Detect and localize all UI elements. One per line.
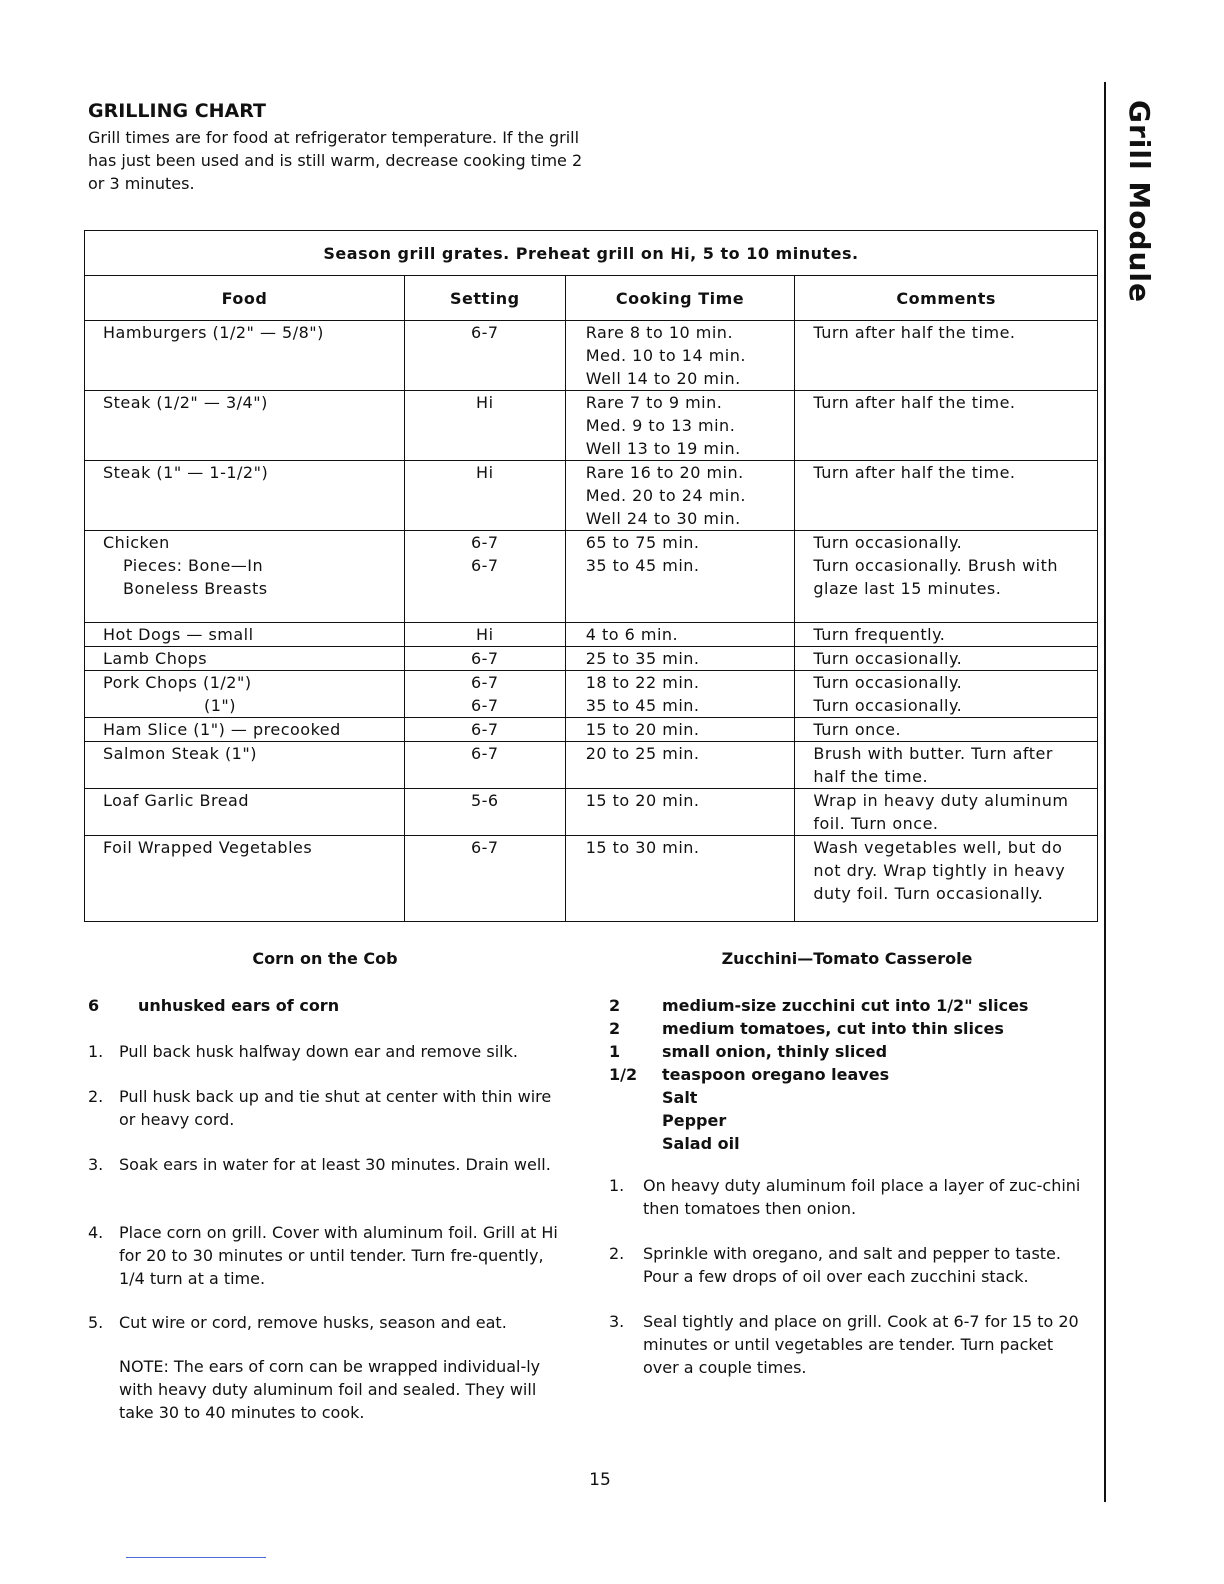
food-line: Steak (1/2" — 3/4") [103, 393, 268, 412]
food-line: Pieces: Bone—In [123, 556, 264, 575]
cell-cooking-time [565, 391, 795, 461]
cell-food [85, 836, 405, 922]
ingredient-text: small onion, thinly sliced [662, 1042, 888, 1061]
cooking-time-line: Med. 9 to 13 min. [585, 416, 736, 435]
casserole-ingredient [609, 1017, 1004, 1040]
cooking-time-line: 4 to 6 min. [585, 625, 679, 644]
cell-setting [404, 836, 565, 922]
table-row [85, 718, 1098, 742]
header-cooking-time: Cooking Time [565, 276, 795, 321]
cell-comment [795, 718, 1098, 742]
cooking-time-line: Rare 16 to 20 min. [585, 463, 744, 482]
setting-line: 6-7 [470, 696, 499, 715]
step-number: 4. [88, 1223, 104, 1242]
cell-food [85, 531, 405, 623]
corn-step [88, 1040, 568, 1063]
corn-recipe-title: Corn on the Cob [252, 949, 398, 968]
food-line: Chicken [103, 533, 170, 552]
setting-line: 6-7 [470, 673, 499, 692]
comment-line: not dry. Wrap tightly in heavy [813, 861, 1066, 880]
ingredient-qty: 2 [609, 996, 621, 1015]
cell-food [85, 391, 405, 461]
step-text: Cut wire or cord, remove husks, season and eat. [119, 1313, 507, 1332]
food-line: Steak (1" — 1-1/2") [103, 463, 269, 482]
cooking-time-line: 35 to 45 min. [585, 556, 700, 575]
setting-line: 6-7 [470, 720, 499, 739]
casserole-step [609, 1310, 1089, 1379]
cooking-time-line: Well 14 to 20 min. [585, 369, 741, 388]
ingredient-text: medium-size zucchini cut into 1/2" slices [662, 996, 1029, 1015]
food-line: Foil Wrapped Vegetables [103, 838, 313, 857]
step-text: Soak ears in water for at least 30 minutes. Drain well. [119, 1155, 551, 1174]
step-text: Pull husk back up and tie shut at center with thin wire or heavy cord. [119, 1087, 552, 1129]
cell-comment [795, 789, 1098, 836]
cell-setting [404, 647, 565, 671]
casserole-recipe-title: Zucchini—Tomato Casserole [721, 949, 973, 968]
cell-cooking-time [565, 718, 795, 742]
food-line: Lamb Chops [103, 649, 208, 668]
header-food: Food [85, 276, 405, 321]
footer-rule [126, 1557, 266, 1558]
comment-line: foil. Turn once. [813, 814, 939, 833]
corn-step [88, 1221, 568, 1290]
cell-comment [795, 836, 1098, 922]
table-row [85, 461, 1098, 531]
cell-comment [795, 742, 1098, 789]
cell-setting [404, 391, 565, 461]
food-line: Boneless Breasts [123, 579, 268, 598]
step-number: 2. [88, 1087, 104, 1106]
comment-line: Turn frequently. [813, 625, 946, 644]
cell-cooking-time [565, 461, 795, 531]
corn-ingredient-text: unhusked ears of corn [138, 996, 340, 1015]
cell-comment [795, 321, 1098, 391]
cell-food [85, 742, 405, 789]
setting-line: 6-7 [470, 649, 499, 668]
cell-setting [404, 461, 565, 531]
comment-line: Brush with butter. Turn after [813, 744, 1053, 763]
comment-line: Turn after half the time. [813, 393, 1016, 412]
step-text: Pull back husk halfway down ear and remove silk. [119, 1042, 518, 1061]
cell-food [85, 647, 405, 671]
cell-cooking-time [565, 647, 795, 671]
comment-line: Turn occasionally. [813, 673, 963, 692]
comment-line: Turn after half the time. [813, 323, 1016, 342]
cell-food [85, 623, 405, 647]
cooking-time-line: 25 to 35 min. [585, 649, 700, 668]
corn-ingredient-qty: 6 [88, 996, 100, 1015]
food-line: Ham Slice (1") — precooked [103, 720, 341, 739]
grilling-chart-table [84, 230, 1098, 922]
cooking-time-line: 35 to 45 min. [585, 696, 700, 715]
cooking-time-line: Well 13 to 19 min. [585, 439, 741, 458]
intro-paragraph: Grill times are for food at refrigerator temperature. If the grill has just been used and is still warm, decrease cooking time 2 or 3 minutes. [88, 128, 583, 193]
side-divider [1104, 82, 1106, 1502]
comment-line: glaze last 15 minutes. [813, 579, 1002, 598]
cooking-time-line: Med. 10 to 14 min. [585, 346, 746, 365]
table-banner: Season grill grates. Preheat grill on Hi, 5 to 10 minutes. [85, 231, 1098, 276]
table-row [85, 647, 1098, 671]
cooking-time-line: 20 to 25 min. [585, 744, 700, 763]
comment-line: Turn occasionally. [813, 533, 963, 552]
cell-cooking-time [565, 836, 795, 922]
cooking-time-line: 15 to 20 min. [585, 791, 700, 810]
food-line: Hot Dogs — small [103, 625, 254, 644]
page-number: 15 [589, 1470, 611, 1490]
cooking-time-line: 15 to 20 min. [585, 720, 700, 739]
cell-setting [404, 789, 565, 836]
ingredient-qty: 1 [609, 1042, 621, 1061]
food-line: Loaf Garlic Bread [103, 791, 250, 810]
setting-line: Hi [476, 463, 494, 482]
header-setting: Setting [404, 276, 565, 321]
casserole-ingredient [609, 1063, 889, 1086]
casserole-ingredient [609, 994, 1028, 1017]
casserole-ingredient [609, 1132, 740, 1155]
setting-line: 6-7 [470, 838, 499, 857]
table-row [85, 623, 1098, 647]
cell-setting [404, 623, 565, 647]
cell-comment [795, 461, 1098, 531]
setting-line: Hi [476, 393, 494, 412]
casserole-step [609, 1242, 1089, 1311]
step-number: 5. [88, 1313, 104, 1332]
comment-line: duty foil. Turn occasionally. [813, 884, 1044, 903]
cell-food [85, 671, 405, 718]
cell-cooking-time [565, 623, 795, 647]
comment-line: Turn occasionally. [813, 649, 963, 668]
comment-line: Turn once. [813, 720, 902, 739]
casserole-ingredient [609, 1086, 697, 1109]
cell-cooking-time [565, 742, 795, 789]
ingredient-text: Salad oil [662, 1134, 740, 1153]
table-row [85, 391, 1098, 461]
cell-setting [404, 321, 565, 391]
food-line: Pork Chops (1/2") [103, 673, 252, 692]
comment-line: Turn occasionally. [813, 696, 963, 715]
comment-line: Wash vegetables well, but do [813, 838, 1063, 857]
corn-step [88, 1085, 568, 1131]
casserole-ingredient [609, 1040, 887, 1063]
comment-line: Turn after half the time. [813, 463, 1016, 482]
cell-setting [404, 671, 565, 718]
comment-line: Wrap in heavy duty aluminum [813, 791, 1069, 810]
cooking-time-line: 15 to 30 min. [585, 838, 700, 857]
food-line: Hamburgers (1/2" — 5/8") [103, 323, 324, 342]
cell-setting [404, 531, 565, 623]
corn-step [88, 1311, 568, 1334]
cell-setting [404, 718, 565, 742]
step-text: On heavy duty aluminum foil place a layer of zuc-chini then tomatoes then onion. [643, 1176, 1081, 1218]
ingredient-qty: 1/2 [609, 1065, 638, 1084]
ingredient-qty: 2 [609, 1019, 621, 1038]
cooking-time-line: Well 24 to 30 min. [585, 509, 741, 528]
cell-food [85, 321, 405, 391]
step-number: 3. [88, 1155, 104, 1174]
food-line: Salmon Steak (1") [103, 744, 257, 763]
cell-comment [795, 671, 1098, 718]
table-row [85, 742, 1098, 789]
page-title: GRILLING CHART [88, 100, 266, 122]
food-line: (1") [203, 696, 237, 715]
cell-cooking-time [565, 531, 795, 623]
setting-line: 5-6 [470, 791, 499, 810]
corn-ingredient [88, 994, 339, 1017]
setting-line: 6-7 [470, 323, 499, 342]
comment-line: Turn occasionally. Brush with [813, 556, 1059, 575]
table-row [85, 321, 1098, 391]
section-tab [1112, 100, 1162, 320]
step-text: Sprinkle with oregano, and salt and pepper to taste. Pour a few drops of oil over each zucchini stack. [643, 1244, 1061, 1286]
cooking-time-line: Rare 8 to 10 min. [585, 323, 734, 342]
section-tab-label: Grill Module [1123, 100, 1156, 303]
table-row [85, 531, 1098, 623]
cooking-time-line: 18 to 22 min. [585, 673, 700, 692]
cell-food [85, 718, 405, 742]
step-text: Seal tightly and place on grill. Cook at 6-7 for 15 to 20 minutes or until vegetables are tender. Turn packet over a couple times. [643, 1312, 1079, 1377]
step-number: 1. [609, 1176, 625, 1195]
cell-cooking-time [565, 789, 795, 836]
ingredient-text: Pepper [662, 1111, 727, 1130]
casserole-ingredient [609, 1109, 726, 1132]
step-number: 2. [609, 1244, 625, 1263]
ingredient-text: Salt [662, 1088, 698, 1107]
cooking-time-line: Med. 20 to 24 min. [585, 486, 746, 505]
table-row [85, 789, 1098, 836]
ingredient-text: medium tomatoes, cut into thin slices [662, 1019, 1004, 1038]
cell-comment [795, 623, 1098, 647]
corn-note: NOTE: The ears of corn can be wrapped individual-ly with heavy duty aluminum foil and sealed. They will take 30 to 40 minutes to cook. [119, 1357, 541, 1422]
casserole-step [609, 1174, 1089, 1243]
cooking-time-line: 65 to 75 min. [585, 533, 700, 552]
step-text: Place corn on grill. Cover with aluminum foil. Grill at Hi for 20 to 30 minutes or until tender. Turn fre-quently, 1/4 turn at a time. [119, 1223, 558, 1288]
step-number: 3. [609, 1312, 625, 1331]
setting-line: 6-7 [470, 533, 499, 552]
setting-line: Hi [476, 625, 494, 644]
cell-comment [795, 647, 1098, 671]
corn-step [88, 1153, 568, 1199]
cell-comment [795, 391, 1098, 461]
cell-setting [404, 742, 565, 789]
header-comments: Comments [795, 276, 1098, 321]
cell-cooking-time [565, 671, 795, 718]
cooking-time-line: Rare 7 to 9 min. [585, 393, 723, 412]
table-row [85, 671, 1098, 718]
cell-food [85, 789, 405, 836]
cell-food [85, 461, 405, 531]
comment-line: half the time. [813, 767, 929, 786]
setting-line: 6-7 [470, 744, 499, 763]
step-number: 1. [88, 1042, 104, 1061]
cell-comment [795, 531, 1098, 623]
setting-line: 6-7 [470, 556, 499, 575]
table-row [85, 836, 1098, 922]
cell-cooking-time [565, 321, 795, 391]
ingredient-text: teaspoon oregano leaves [662, 1065, 890, 1084]
